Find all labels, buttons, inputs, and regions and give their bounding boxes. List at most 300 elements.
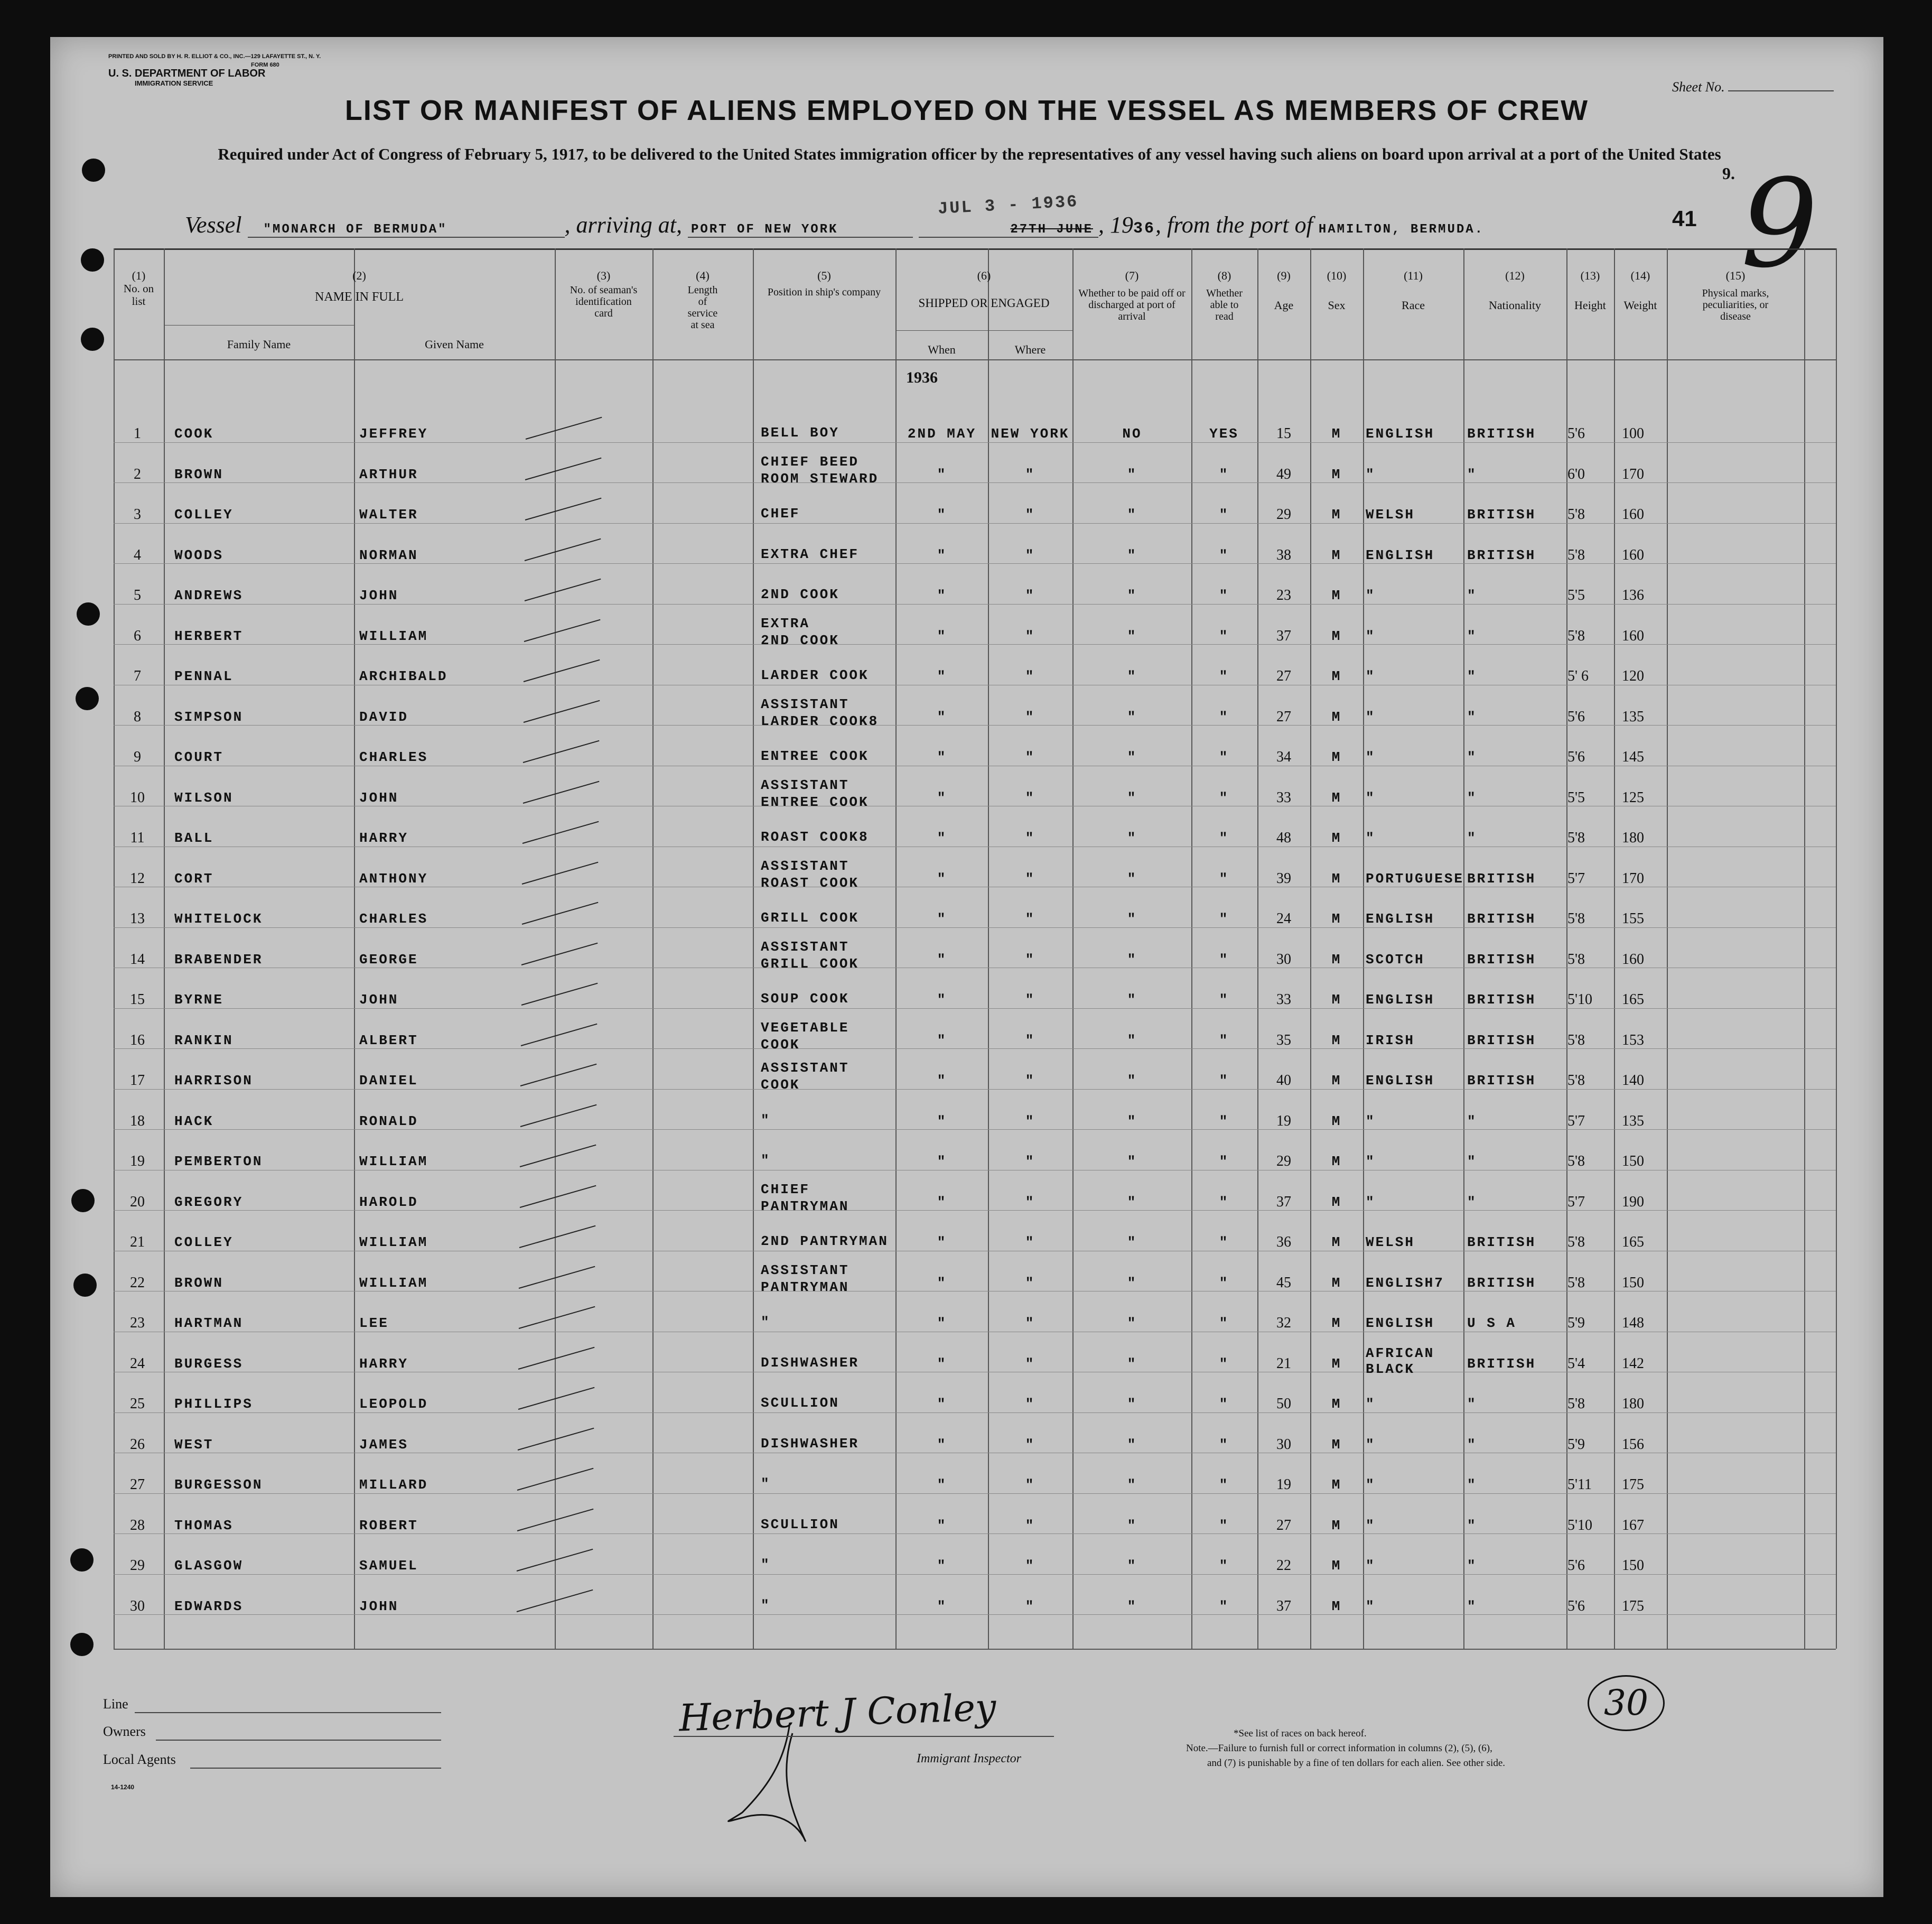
paid-off: " xyxy=(1127,507,1137,523)
given-name: DAVID xyxy=(359,709,409,725)
nationality: " xyxy=(1467,1598,1477,1614)
height: 5'6 xyxy=(1567,749,1585,765)
paid-off: " xyxy=(1127,1275,1137,1291)
binder-hole xyxy=(81,248,104,272)
given-name: JEFFREY xyxy=(359,426,428,442)
height: 5'7 xyxy=(1567,1193,1585,1210)
weight: 150 xyxy=(1622,1153,1644,1169)
shipped-when: " xyxy=(937,1558,947,1574)
row-number: 7 xyxy=(134,668,141,684)
weight: 165 xyxy=(1622,1234,1644,1250)
row-number: 18 xyxy=(130,1112,145,1129)
paid-off: " xyxy=(1127,830,1137,846)
position-line-1: LARDER COOK xyxy=(761,667,869,683)
race-line-1: SCOTCH xyxy=(1366,951,1425,968)
races-note: *See list of races on back hereof. xyxy=(1234,1728,1367,1739)
given-name: GEORGE xyxy=(359,951,418,968)
nationality: BRITISH xyxy=(1467,1234,1536,1250)
position-line-1: ASSISTANT xyxy=(761,777,850,793)
shipped-when: " xyxy=(937,1194,947,1210)
height: 5'9 xyxy=(1567,1315,1585,1331)
able-to-read: YES xyxy=(1209,426,1239,442)
nationality: BRITISH xyxy=(1467,1032,1536,1048)
height: 5'8 xyxy=(1567,627,1585,644)
given-name: WALTER xyxy=(359,507,418,523)
height: 5'8 xyxy=(1567,546,1585,563)
sex: M xyxy=(1331,628,1342,644)
able-to-read: " xyxy=(1219,1477,1229,1493)
able-to-read: " xyxy=(1219,1275,1229,1291)
given-name: HAROLD xyxy=(359,1194,418,1210)
row-number: 13 xyxy=(130,910,145,927)
nationality: " xyxy=(1467,1396,1477,1412)
able-to-read: " xyxy=(1219,1073,1229,1089)
vessel-line: Vessel "MONARCH OF BERMUDA" , arriving at, PORT OF NEW YORK 27TH JUNE , 1936, from the port of HAMILTON, BERMUDA. xyxy=(185,212,1485,238)
shipped-when: " xyxy=(937,1517,947,1533)
col-13-header: (13) Height xyxy=(1574,269,1606,312)
race-line-1: AFRICAN xyxy=(1366,1345,1435,1361)
able-to-read: " xyxy=(1219,749,1229,765)
shipped-where: " xyxy=(1025,1032,1035,1048)
height: 5'6 xyxy=(1567,425,1585,442)
family-name: WOODS xyxy=(174,547,224,563)
shipped-when: " xyxy=(937,1073,947,1089)
race-line-1: " xyxy=(1366,1558,1376,1574)
age: 27 xyxy=(1276,708,1291,725)
paid-off: " xyxy=(1127,628,1137,644)
age: 21 xyxy=(1276,1355,1291,1372)
position-line-2: PANTRYMAN xyxy=(761,1279,850,1295)
shipped-when: " xyxy=(937,870,947,887)
paid-off: " xyxy=(1127,1436,1137,1453)
shipped-when: " xyxy=(937,951,947,968)
row-number: 23 xyxy=(130,1315,145,1331)
family-name: CORT xyxy=(174,870,214,887)
able-to-read: " xyxy=(1219,992,1229,1008)
paid-off: " xyxy=(1127,870,1137,887)
nationality: " xyxy=(1467,668,1477,684)
shipped-when: " xyxy=(937,789,947,806)
age: 50 xyxy=(1276,1396,1291,1412)
age: 22 xyxy=(1276,1557,1291,1574)
paid-off: " xyxy=(1127,951,1137,968)
age: 37 xyxy=(1276,627,1291,644)
family-name: COLLEY xyxy=(174,1234,234,1250)
shipped-when: " xyxy=(937,1113,947,1129)
position-line-1: BELL BOY xyxy=(761,425,839,441)
shipped-when: " xyxy=(937,668,947,684)
paid-off: " xyxy=(1127,466,1137,482)
nationality: BRITISH xyxy=(1467,547,1536,563)
row-number: 24 xyxy=(130,1355,145,1372)
able-to-read: " xyxy=(1219,789,1229,806)
position-line-1: CHEF xyxy=(761,506,800,522)
sex: M xyxy=(1331,1194,1342,1210)
total-count-circle: 30 xyxy=(1588,1675,1665,1731)
race-line-1: ENGLISH xyxy=(1366,1315,1435,1331)
able-to-read: " xyxy=(1219,466,1229,482)
age: 40 xyxy=(1276,1072,1291,1089)
family-name: HACK xyxy=(174,1113,214,1129)
binder-hole xyxy=(70,1633,94,1656)
binder-hole xyxy=(76,687,99,710)
shipped-where: " xyxy=(1025,1436,1035,1453)
position-line-2: ROAST COOK xyxy=(761,875,860,891)
shipped-when: " xyxy=(937,911,947,927)
page-title: LIST OR MANIFEST OF ALIENS EMPLOYED ON THE VESSEL AS MEMBERS OF CREW xyxy=(344,95,1589,126)
list-number: 41 xyxy=(1672,206,1697,231)
position-line-1: ASSISTANT xyxy=(761,938,850,955)
shipped-when: " xyxy=(937,1598,947,1614)
sex: M xyxy=(1331,911,1342,927)
height: 5' 6 xyxy=(1567,668,1589,684)
age: 32 xyxy=(1276,1315,1291,1331)
nationality: " xyxy=(1467,588,1477,603)
paid-off: " xyxy=(1127,789,1137,806)
sex: M xyxy=(1331,1517,1342,1533)
service-label: IMMIGRATION SERVICE xyxy=(135,79,213,87)
row-number: 16 xyxy=(130,1031,145,1048)
paid-off: NO xyxy=(1122,426,1142,442)
nationality: BRITISH xyxy=(1467,1073,1536,1089)
shipped-where: " xyxy=(1025,1598,1035,1614)
given-name: JOHN xyxy=(359,1598,399,1614)
shipped-where: " xyxy=(1025,1396,1035,1412)
sex: M xyxy=(1331,1234,1342,1250)
row-rule xyxy=(114,482,1836,483)
age: 15 xyxy=(1276,425,1291,442)
race-line-1: " xyxy=(1366,668,1376,684)
given-name: RONALD xyxy=(359,1113,418,1129)
age: 27 xyxy=(1276,1517,1291,1533)
family-name: WILSON xyxy=(174,789,234,806)
shipped-when: " xyxy=(937,1032,947,1048)
race-line-1: " xyxy=(1366,709,1376,725)
position-line-1: " xyxy=(761,1597,771,1613)
weight: 153 xyxy=(1622,1031,1644,1048)
given-name: WILLIAM xyxy=(359,1154,428,1169)
able-to-read: " xyxy=(1219,628,1229,644)
height: 5'6 xyxy=(1567,1557,1585,1574)
height: 6'0 xyxy=(1567,466,1585,482)
shipped-where: " xyxy=(1025,466,1035,482)
row-rule xyxy=(114,604,1836,605)
age: 33 xyxy=(1276,991,1291,1008)
paid-off: " xyxy=(1127,1517,1137,1533)
shipped-when: " xyxy=(937,628,947,644)
given-name: JOHN xyxy=(359,588,399,603)
able-to-read: " xyxy=(1219,709,1229,725)
family-name: SIMPSON xyxy=(174,709,244,725)
nationality: BRITISH xyxy=(1467,951,1536,968)
weight: 156 xyxy=(1622,1436,1644,1453)
age: 38 xyxy=(1276,546,1291,563)
family-name: COOK xyxy=(174,426,214,442)
row-number: 26 xyxy=(130,1436,145,1453)
shipped-when: " xyxy=(937,830,947,846)
paid-off: " xyxy=(1127,1073,1137,1089)
shipped-when: " xyxy=(937,1234,947,1250)
sex: M xyxy=(1331,668,1342,684)
race-line-2: BLACK xyxy=(1366,1361,1415,1377)
race-line-1: ENGLISH xyxy=(1366,426,1435,442)
nationality: BRITISH xyxy=(1467,426,1536,442)
paid-off: " xyxy=(1127,1477,1137,1493)
height: 5'8 xyxy=(1567,1396,1585,1412)
age: 48 xyxy=(1276,830,1291,846)
sex: M xyxy=(1331,1315,1342,1331)
paid-off: " xyxy=(1127,1315,1137,1331)
paid-off: " xyxy=(1127,709,1137,725)
paid-off: " xyxy=(1127,1154,1137,1169)
shipped-where: " xyxy=(1025,1477,1035,1493)
sex: M xyxy=(1331,1073,1342,1089)
nationality: BRITISH xyxy=(1467,911,1536,927)
height: 5'9 xyxy=(1567,1436,1585,1453)
shipped-when: " xyxy=(937,749,947,765)
row-number: 10 xyxy=(130,789,145,806)
col-5-header: (5) Position in ship's company xyxy=(767,269,881,298)
family-name: BYRNE xyxy=(174,992,224,1008)
age: 30 xyxy=(1276,1436,1291,1453)
race-line-1: IRISH xyxy=(1366,1032,1415,1048)
signature-flourish xyxy=(684,1717,895,1855)
able-to-read: " xyxy=(1219,547,1229,563)
shipped-where: " xyxy=(1025,1154,1035,1169)
paid-off: " xyxy=(1127,1396,1137,1412)
given-name: JOHN xyxy=(359,992,399,1008)
age: 49 xyxy=(1276,466,1291,482)
nationality: " xyxy=(1467,789,1477,806)
sex: M xyxy=(1331,992,1342,1008)
shipped-where: " xyxy=(1025,870,1035,887)
given-name: NORMAN xyxy=(359,547,418,563)
row-number: 14 xyxy=(130,951,145,968)
family-name: PHILLIPS xyxy=(174,1396,253,1412)
able-to-read: " xyxy=(1219,830,1229,846)
height: 5'8 xyxy=(1567,1274,1585,1291)
sex: M xyxy=(1331,426,1342,442)
race-line-1: ENGLISH xyxy=(1366,547,1435,563)
family-name: EDWARDS xyxy=(174,1598,244,1614)
family-name: COLLEY xyxy=(174,507,234,523)
given-name: ROBERT xyxy=(359,1517,418,1533)
shipped-where: " xyxy=(1025,789,1035,806)
weight: 135 xyxy=(1622,708,1644,725)
nationality: " xyxy=(1467,749,1477,765)
position-line-1: ENTREE COOK xyxy=(761,748,869,764)
able-to-read: " xyxy=(1219,1598,1229,1614)
paid-off: " xyxy=(1127,668,1137,684)
family-name: WEST xyxy=(174,1436,214,1453)
sex: M xyxy=(1331,1355,1342,1372)
given-name: LEOPOLD xyxy=(359,1396,428,1412)
weight: 180 xyxy=(1622,1396,1644,1412)
weight: 145 xyxy=(1622,749,1644,765)
row-rule xyxy=(114,563,1836,564)
race-line-1: " xyxy=(1366,1517,1376,1533)
nationality: " xyxy=(1467,1477,1477,1493)
col-8-header: (8) Whether able to read xyxy=(1206,269,1243,322)
row-rule xyxy=(114,1008,1836,1009)
row-rule xyxy=(114,644,1836,645)
age: 23 xyxy=(1276,587,1291,603)
race-line-1: WELSH xyxy=(1366,507,1415,523)
position-line-1: DISHWASHER xyxy=(761,1435,860,1452)
shipped-where: " xyxy=(1025,547,1035,563)
sex: M xyxy=(1331,789,1342,806)
paid-off: " xyxy=(1127,1355,1137,1372)
able-to-read: " xyxy=(1219,1315,1229,1331)
row-number: 19 xyxy=(130,1153,145,1169)
family-name: BRABENDER xyxy=(174,951,263,968)
handwritten-page-mark: 9 xyxy=(1741,154,1818,295)
sheet-number: 9. xyxy=(1722,164,1735,183)
nationality: BRITISH xyxy=(1467,992,1536,1008)
race-line-1: " xyxy=(1366,628,1376,644)
paid-off: " xyxy=(1127,911,1137,927)
form-code: 14-1240 xyxy=(111,1783,135,1791)
sex: M xyxy=(1331,1154,1342,1169)
owners-label: Owners xyxy=(103,1724,146,1739)
race-line-1: PORTUGUESE xyxy=(1366,870,1464,887)
row-number: 1 xyxy=(134,425,141,442)
height: 5'4 xyxy=(1567,1355,1585,1372)
height: 5'8 xyxy=(1567,830,1585,846)
given-name: CHARLES xyxy=(359,911,428,927)
row-number: 2 xyxy=(134,466,141,482)
given-name: JOHN xyxy=(359,789,399,806)
given-name: MILLARD xyxy=(359,1477,428,1493)
col-1-header: (1) No. on list xyxy=(123,269,154,308)
nationality: " xyxy=(1467,830,1477,846)
sex: M xyxy=(1331,1558,1342,1574)
age: 19 xyxy=(1276,1476,1291,1493)
col-2b-header: Given Name xyxy=(425,338,484,351)
weight: 160 xyxy=(1622,951,1644,968)
row-rule xyxy=(114,1533,1836,1534)
nationality: BRITISH xyxy=(1467,1355,1536,1372)
family-name: GREGORY xyxy=(174,1194,244,1210)
row-rule xyxy=(114,1089,1836,1090)
race-line-1: " xyxy=(1366,749,1376,765)
height: 5'11 xyxy=(1567,1476,1592,1493)
height: 5'8 xyxy=(1567,1153,1585,1169)
race-line-1: " xyxy=(1366,1113,1376,1129)
shipped-where: " xyxy=(1025,992,1035,1008)
able-to-read: " xyxy=(1219,507,1229,523)
weight: 125 xyxy=(1622,789,1644,806)
able-to-read: " xyxy=(1219,870,1229,887)
shipped-when: " xyxy=(937,507,947,523)
family-name: PENNAL xyxy=(174,668,234,684)
shipped-when: " xyxy=(937,1355,947,1372)
row-rule xyxy=(114,725,1836,726)
given-name: ARCHIBALD xyxy=(359,668,448,684)
given-name: CHARLES xyxy=(359,749,428,765)
race-line-1: " xyxy=(1366,1396,1376,1412)
col-14-header: (14) Weight xyxy=(1623,269,1657,312)
binder-hole xyxy=(81,328,104,351)
weight: 170 xyxy=(1622,466,1644,482)
penalty-note-line-1: Note.—Failure to furnish full or correct information in columns (2), (5), (6), xyxy=(1186,1743,1492,1754)
sex: M xyxy=(1331,749,1342,765)
position-line-1: GRILL COOK xyxy=(761,910,860,926)
shipped-when: " xyxy=(937,1396,947,1412)
position-line-1: EXTRA CHEF xyxy=(761,546,860,562)
age: 29 xyxy=(1276,1153,1291,1169)
able-to-read: " xyxy=(1219,1436,1229,1453)
sex: M xyxy=(1331,466,1342,482)
position-line-1: EXTRA xyxy=(761,615,810,631)
row-rule xyxy=(114,1048,1836,1049)
age: 24 xyxy=(1276,910,1291,927)
position-line-1: CHIEF xyxy=(761,1181,810,1197)
row-number: 3 xyxy=(134,506,141,523)
position-line-1: CHIEF BEED xyxy=(761,453,860,470)
given-name: JAMES xyxy=(359,1436,409,1453)
shipped-where: " xyxy=(1025,628,1035,644)
col-6-header: (6) SHIPPED OR ENGAGED xyxy=(918,269,1050,310)
able-to-read: " xyxy=(1219,1194,1229,1210)
nationality: BRITISH xyxy=(1467,1275,1536,1291)
row-number: 17 xyxy=(130,1072,145,1089)
race-line-1: ENGLISH7 xyxy=(1366,1275,1444,1291)
able-to-read: " xyxy=(1219,1396,1229,1412)
sex: M xyxy=(1331,507,1342,523)
nationality: " xyxy=(1467,1194,1477,1210)
height: 5'5 xyxy=(1567,789,1585,806)
weight: 170 xyxy=(1622,870,1644,887)
age: 34 xyxy=(1276,749,1291,765)
position-line-2: LARDER COOK8 xyxy=(761,713,879,729)
row-rule xyxy=(114,927,1836,928)
nationality: " xyxy=(1467,709,1477,725)
able-to-read: " xyxy=(1219,1355,1229,1372)
shipped-where: " xyxy=(1025,1517,1035,1533)
row-rule xyxy=(114,1412,1836,1413)
shipped-where: " xyxy=(1025,588,1035,603)
sex: M xyxy=(1331,588,1342,603)
received-date-stamp: JUL 3 - 1936 xyxy=(937,192,1079,219)
height: 5'8 xyxy=(1567,1031,1585,1048)
race-line-1: " xyxy=(1366,1154,1376,1169)
binder-hole xyxy=(82,159,105,182)
able-to-read: " xyxy=(1219,1113,1229,1129)
height: 5'7 xyxy=(1567,870,1585,887)
given-name: WILLIAM xyxy=(359,1234,428,1250)
family-name: BROWN xyxy=(174,1275,224,1291)
shipped-when: " xyxy=(937,1477,947,1493)
able-to-read: " xyxy=(1219,1558,1229,1574)
sheet-number-label: Sheet No. xyxy=(1672,79,1834,95)
family-name: RANKIN xyxy=(174,1032,234,1048)
row-number: 27 xyxy=(130,1476,145,1493)
nationality: BRITISH xyxy=(1467,870,1536,887)
weight: 136 xyxy=(1622,587,1644,603)
shipped-where: " xyxy=(1025,1194,1035,1210)
shipped-when: 2ND MAY xyxy=(907,426,977,442)
row-rule xyxy=(114,1129,1836,1130)
col-15-header: (15) Physical marks, peculiarities, or disease xyxy=(1702,269,1769,322)
race-line-1: " xyxy=(1366,789,1376,806)
row-number: 28 xyxy=(130,1517,145,1533)
row-number: 8 xyxy=(134,708,141,725)
height: 5'10 xyxy=(1567,1517,1593,1533)
inspector-label: Immigrant Inspector xyxy=(917,1752,1021,1765)
family-name: GLASGOW xyxy=(174,1558,244,1574)
row-rule xyxy=(114,442,1836,443)
